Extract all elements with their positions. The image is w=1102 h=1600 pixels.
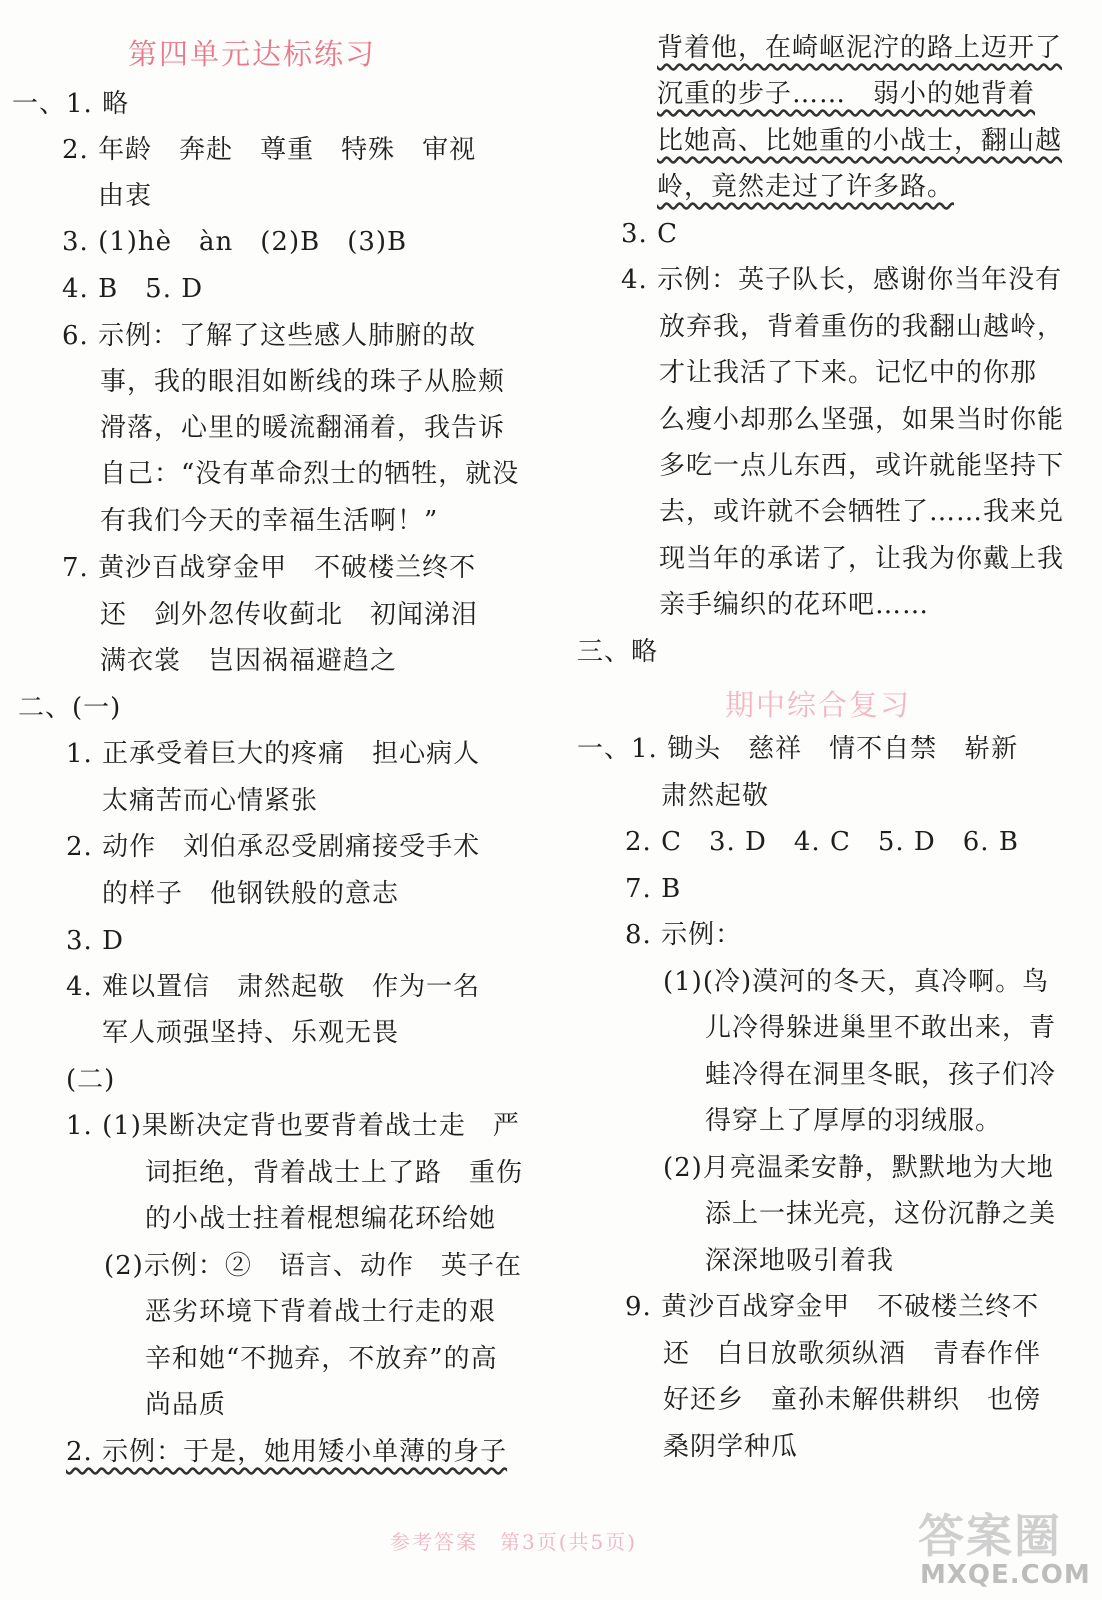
watermark-text: 答案圈	[918, 1509, 1062, 1563]
section-title-unit4: 第四单元达标练习	[128, 37, 377, 71]
answer-line: 1. (1)果断决定背也要背着战士走 严	[66, 1111, 520, 1141]
watermark-url: MXQE.COM	[920, 1560, 1091, 1590]
answer-line: (1)(冷)漠河的冬天，真冷啊。鸟	[663, 967, 1050, 997]
answer-line: 桑阴学种瓜	[663, 1432, 799, 1462]
answer-line: 4. 示例：英子队长，感谢你当年没有	[621, 265, 1063, 295]
answer-line-underlined: 沉重的步子…… 弱小的她背着	[657, 79, 1036, 109]
watermark-logo	[918, 1500, 1098, 1596]
answer-line: 6. 示例：了解了这些感人肺腑的故	[62, 321, 477, 351]
answer-line: 还 白日放歌须纵酒 青春作伴	[663, 1339, 1042, 1369]
answer-line: 深深地吸引着我	[705, 1246, 895, 1276]
answer-line: 3. (1)hè àn (2)B (3)B	[62, 227, 408, 257]
answer-line: 肃然起敬	[661, 781, 770, 811]
answer-line: 2. 年龄 奔赴 尊重 特殊 审视	[62, 135, 477, 165]
answer-line: 滑落，心里的暖流翻涌着，我告诉	[100, 413, 506, 443]
answer-line: 的样子 他钢铁般的意志	[102, 879, 400, 909]
answer-line: 尚品质	[145, 1390, 227, 1420]
answer-line: 多吃一点儿东西，或许就能坚持下	[659, 451, 1065, 481]
answer-line-underlined: 2. 示例：于是，她用矮小单薄的身子	[66, 1437, 508, 1467]
page-footer: 参考答案 第3页(共5页)	[390, 1530, 638, 1554]
answer-line: 亲手编织的花环吧……	[659, 590, 930, 620]
answer-line: 恶劣环境下背着战士行走的艰	[145, 1297, 497, 1327]
answer-line: 现当年的承诺了，让我为你戴上我	[659, 544, 1065, 574]
answer-line: (2)月亮温柔安静，默默地为大地	[663, 1153, 1054, 1183]
answer-line-underlined: 岭，竟然走过了许多路。	[657, 172, 955, 202]
answer-line: 还 剑外忽传收蓟北 初闻涕泪	[100, 600, 479, 630]
answer-line: 4. 难以置信 肃然起敬 作为一名	[66, 972, 481, 1002]
section-heading: (二)	[66, 1065, 116, 1095]
answer-line: 才让我活了下来。记忆中的你那	[659, 358, 1038, 388]
answer-line: 太痛苦而心情紧张	[102, 786, 319, 816]
answer-line: 8. 示例：	[625, 920, 743, 950]
answer-line-underlined: 比她高、比她重的小战士，翻山越	[657, 126, 1063, 156]
section-heading: 三、略	[577, 637, 659, 667]
answer-line: 放弃我，背着重伤的我翻山越岭，	[659, 312, 1065, 342]
answer-line: 4. B 5. D	[62, 274, 204, 304]
answer-line: 由衷	[98, 181, 153, 211]
answer-line: 一、1. 略	[12, 89, 130, 119]
answer-line: 辛和她“不抛弃，不放弃”的高	[145, 1344, 498, 1374]
answer-line: 9. 黄沙百战穿金甲 不破楼兰终不	[625, 1292, 1040, 1322]
answer-line: 得穿上了厚厚的羽绒服。	[705, 1106, 1003, 1136]
answer-line: 有我们今天的幸福生活啊！”	[100, 506, 439, 536]
answer-line-underlined: 背着他，在崎岖泥泞的路上迈开了	[657, 33, 1063, 63]
section-title-midterm: 期中综合复习	[725, 688, 912, 722]
answer-line: 词拒绝，背着战士上了路 重伤	[145, 1158, 524, 1188]
answer-line: (2)示例：② 语言、动作 英子在	[104, 1251, 522, 1281]
answer-line: 的小战士拄着棍想编花环给她	[145, 1204, 497, 1234]
answer-line: 2. 动作 刘伯承忍受剧痛接受手术	[66, 832, 481, 862]
answer-line: 好还乡 童孙未解供耕织 也傍	[663, 1385, 1042, 1415]
answer-line: 7. B	[625, 874, 682, 904]
answer-line: 7. 黄沙百战穿金甲 不破楼兰终不	[62, 553, 477, 583]
answer-line: 添上一抹光亮，这份沉静之美	[705, 1199, 1057, 1229]
answer-line: 么瘦小却那么坚强，如果当时你能	[659, 405, 1065, 435]
answer-line: 2. C 3. D 4. C 5. D 6. B	[625, 827, 1019, 857]
answer-line: 3. D	[66, 926, 124, 956]
answer-line: 蛙冷得在洞里冬眠，孩子们冷	[705, 1060, 1057, 1090]
answer-line: 儿冷得躲进巢里不敢出来，青	[705, 1013, 1057, 1043]
section-heading: 二、(一)	[18, 693, 122, 723]
answer-line: 事，我的眼泪如断线的珠子从脸颊	[100, 367, 506, 397]
answer-line: 自己：“没有革命烈士的牺牲，就没	[100, 459, 520, 489]
answer-line: 3. C	[621, 219, 678, 249]
answer-line: 军人顽强坚持、乐观无畏	[102, 1018, 400, 1048]
answer-line: 去，或许就不会牺牲了……我来兑	[659, 497, 1065, 527]
answer-line: 满衣裳 岂因祸福避趋之	[100, 646, 398, 676]
answer-line: 一、1. 锄头 慈祥 情不自禁 崭新	[577, 734, 1019, 764]
answer-line: 1. 正承受着巨大的疼痛 担心病人	[66, 739, 481, 769]
